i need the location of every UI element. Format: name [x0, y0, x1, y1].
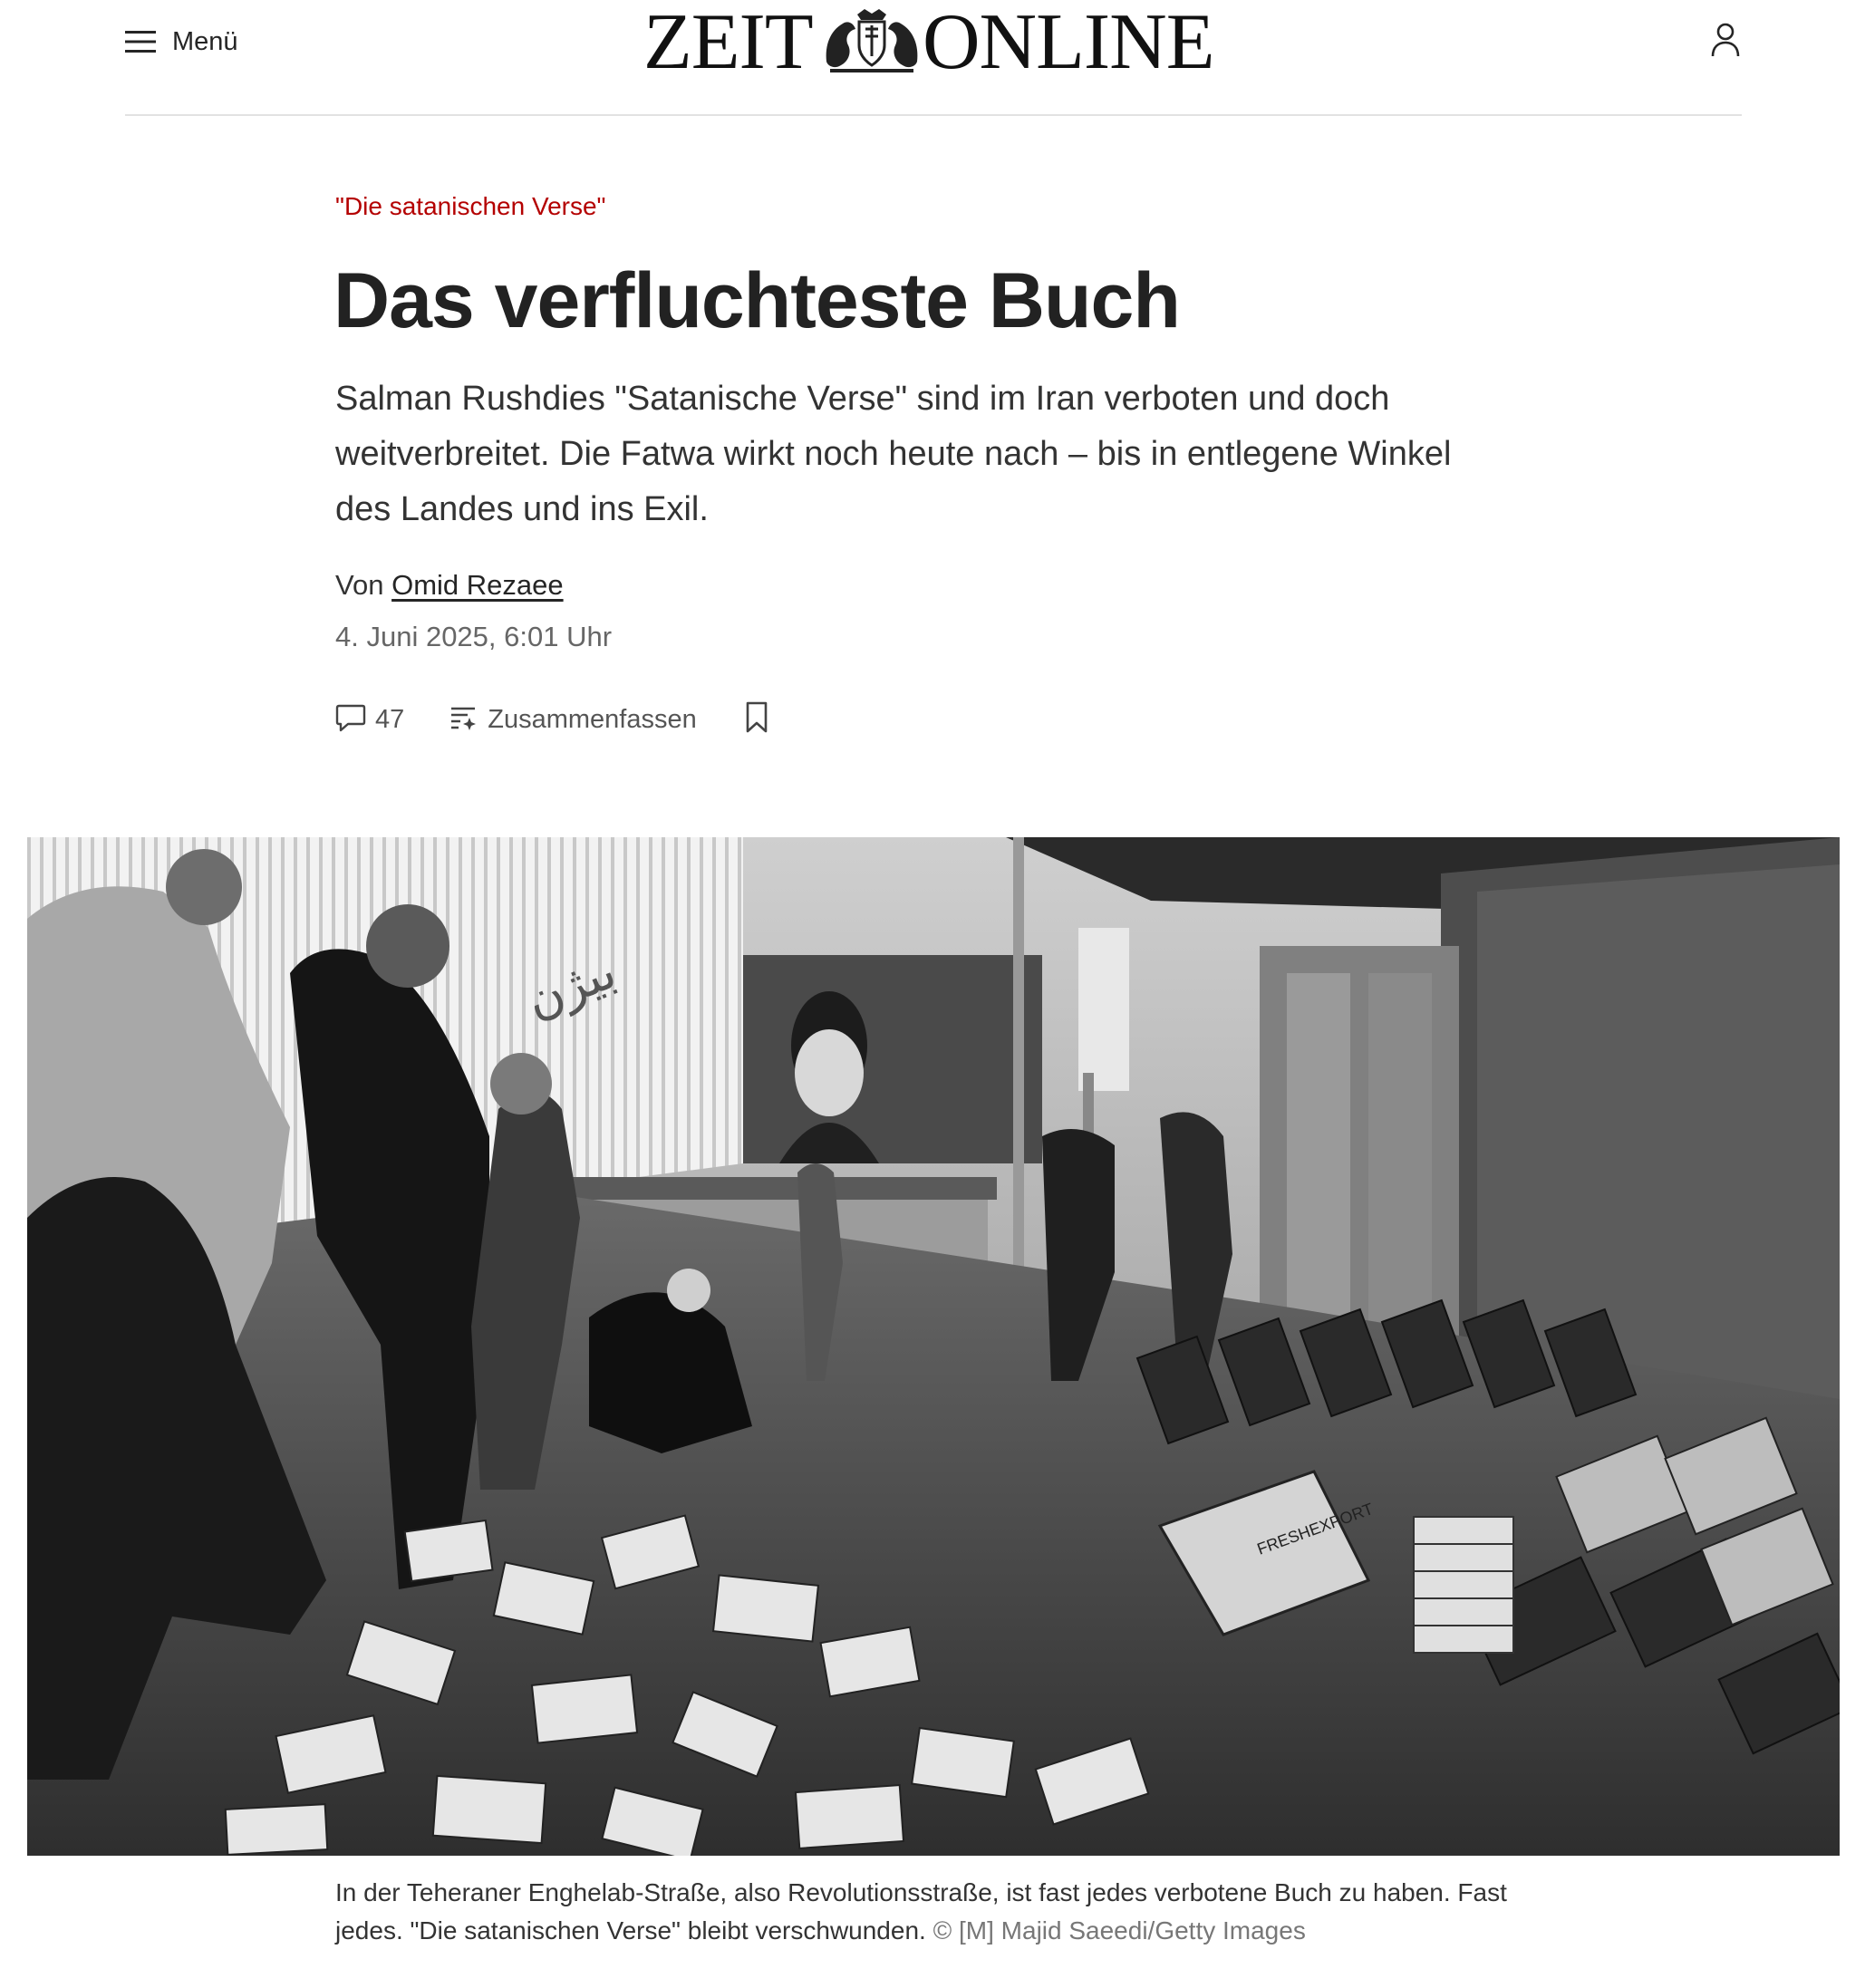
publish-date: 4. Juni 2025, 6:01 Uhr [335, 621, 613, 652]
hamburger-icon [125, 30, 156, 53]
photo-credit: © [M] Majid Saeedi/Getty Images [932, 1916, 1306, 1945]
article-actions [335, 701, 769, 738]
byline-prefix: Von [335, 569, 384, 601]
box-label: FRESHEXPORT [1254, 1499, 1376, 1559]
logo-word-online: ONLINE [923, 0, 1214, 86]
comment-count: 47 [375, 704, 405, 734]
user-icon [1711, 46, 1740, 62]
author-link[interactable]: Omid Rezaee [391, 569, 564, 601]
article-summary: Salman Rushdies "Satanische Verse" sind im Iran verboten und doch weitverbreitet. Die Fatwa wirkt noch heute nach – bis in entlegene Winkel des Landes und ins Exil. [335, 380, 1452, 528]
summarize-button[interactable] [449, 703, 697, 737]
menu-button[interactable] [125, 24, 238, 60]
article-title: Das verfluchteste Buch [333, 257, 1180, 344]
site-logo[interactable] [643, 0, 1223, 86]
comment-bubble-icon [335, 703, 366, 737]
summarize-icon [449, 703, 478, 737]
photo-caption [335, 1874, 1513, 1950]
summarize-label: Zusammenfassen [488, 704, 697, 734]
bookmark-button[interactable] [744, 701, 769, 738]
comments-button[interactable] [335, 703, 404, 737]
byline [335, 569, 564, 602]
logo-word-zeit: ZEIT [643, 0, 813, 86]
menu-label: Menü [172, 26, 238, 56]
caption-text: In der Teheraner Enghelab-Straße, also Revolutionsstraße, ist fast jedes verbotene Buch zu haben. Fast jedes. "Die satanischen Verse" bleibt verschwunden. [335, 1878, 1507, 1945]
site-header [0, 0, 1865, 116]
header-divider [125, 114, 1742, 116]
hero-photo [27, 837, 1840, 1856]
coat-of-arms-icon [821, 9, 923, 79]
article-kicker: "Die satanischen Verse" [335, 192, 606, 220]
bookmark-icon [744, 701, 769, 738]
user-account-button[interactable] [1711, 22, 1740, 63]
storefront-sign: بیژن [518, 943, 623, 1029]
